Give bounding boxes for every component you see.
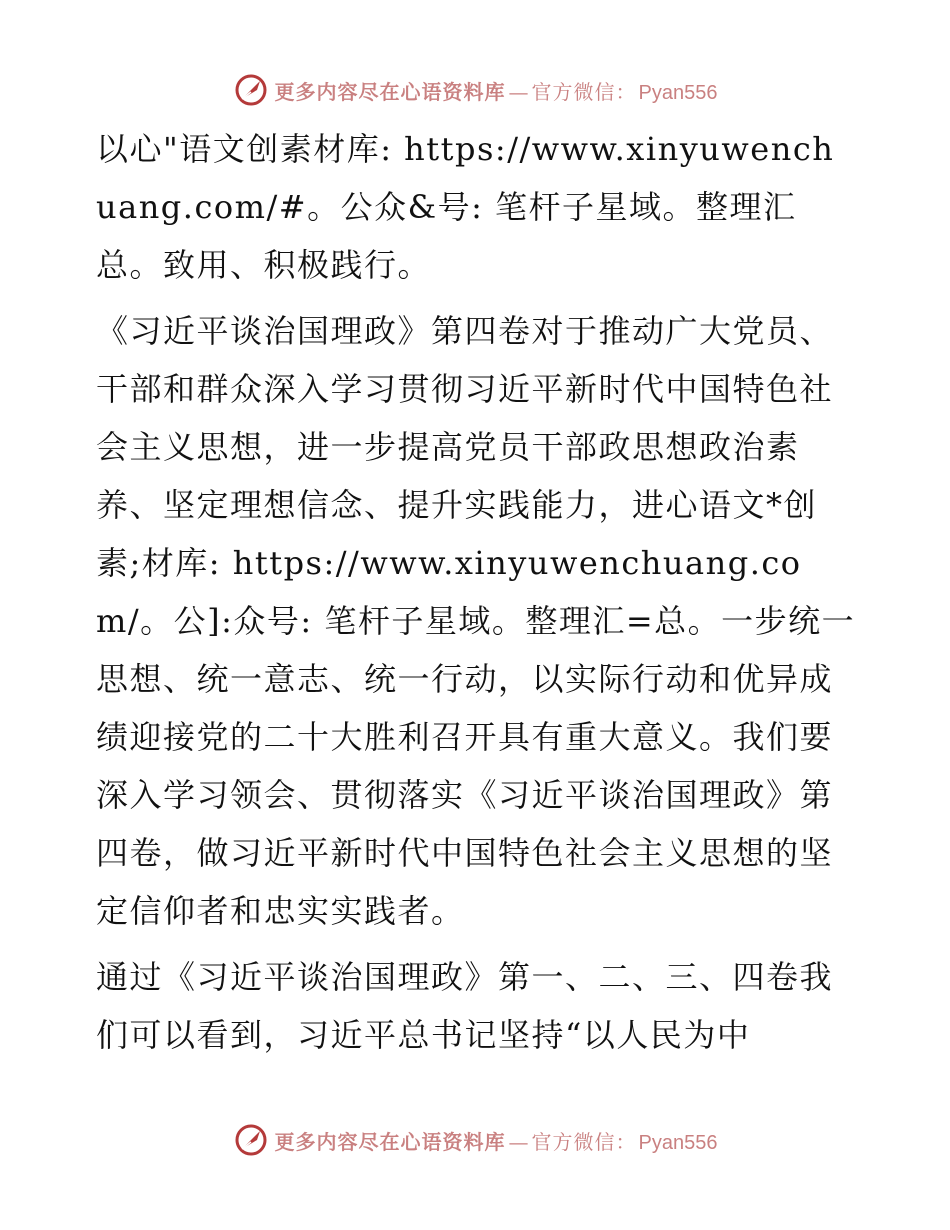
document-body <box>96 120 856 1100</box>
header-banner <box>0 68 950 112</box>
header-banner-main: 更多内容尽在心语资料库 <box>274 79 506 104</box>
header-banner-wechat-id: Pyan556 <box>638 81 718 104</box>
paragraph-1: 以心"语文创素材库: https://www.xinyuwenchuang.com/#。公众&号: 笔杆子星域。整理汇总。致用、积极践行。 <box>96 130 835 284</box>
footer-banner <box>0 1118 950 1162</box>
quill-pen-logo-icon <box>233 1122 269 1158</box>
footer-banner-main: 更多内容尽在心语资料库 <box>274 1129 506 1154</box>
footer-banner-official: 官方微信： <box>531 1129 637 1154</box>
footer-banner-wechat-id: Pyan556 <box>638 1131 718 1154</box>
footer-banner-text <box>275 1126 718 1155</box>
header-banner-dash: — <box>508 79 529 104</box>
quill-pen-logo-icon <box>233 72 269 108</box>
footer-banner-dash: — <box>508 1129 529 1154</box>
header-banner-official: 官方微信： <box>531 79 637 104</box>
header-banner-text <box>275 76 718 105</box>
paragraph-2: 《习近平谈治国理政》第四卷对于推动广大党员、干部和群众深入学习贯彻习近平新时代中国特色社会主义思想，进一步提高党员干部政思想政治素养、坚定理想信念、提升实践能力，进心语文*创素;材库: https://www.xinyuwenchuang.com/。公]:众号: 笔杆子星域。整理汇=总。一步统一思想、统一意志、统一行动，以实际行动和优异成绩迎接党的二十大胜利召开具有重大意义。我们要深入学习领会、贯彻落实《习近平谈治国理政》第四卷，做习近平新时代中国特色社会主义思想的坚定信仰者和忠实实践者。 <box>96 312 856 930</box>
paragraph-3: 通过《习近平谈治国理政》第一、二、三、四卷我们可以看到，习近平总书记坚持“以人民为中 <box>96 958 834 1054</box>
